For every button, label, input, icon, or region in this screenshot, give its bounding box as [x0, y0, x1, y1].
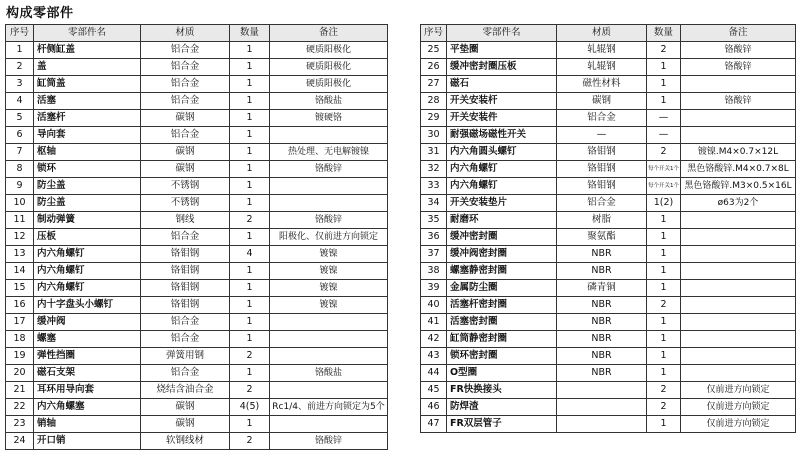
cell-part-name: 开关安装杆 [447, 93, 557, 110]
cell-number: 9 [6, 178, 34, 195]
cell-quantity: 2 [647, 382, 681, 399]
cell-remarks: Rc1/4、前进方向锁定为5个 [270, 399, 388, 416]
cell-quantity: 1 [647, 76, 681, 93]
table-row [6, 42, 388, 59]
table-row [421, 144, 796, 161]
cell-remarks: 仅前进方向锁定 [681, 382, 796, 399]
parts-table-right [420, 24, 796, 433]
cell-part-name: 销轴 [34, 416, 141, 433]
cell-number: 15 [6, 280, 34, 297]
table-row [421, 399, 796, 416]
header-quantity: 数量 [230, 25, 270, 42]
cell-quantity: 2 [230, 382, 270, 399]
table-row [421, 297, 796, 314]
cell-part-name: 内六角螺钉 [34, 263, 141, 280]
header-remarks: 备注 [270, 25, 388, 42]
cell-quantity: 1 [230, 59, 270, 76]
cell-material [557, 382, 647, 399]
table-row [6, 331, 388, 348]
cell-remarks [681, 314, 796, 331]
cell-remarks [681, 348, 796, 365]
cell-number: 19 [6, 348, 34, 365]
cell-material: 碳钢 [141, 399, 230, 416]
table-row [6, 229, 388, 246]
table-row [421, 416, 796, 433]
cell-part-name: 缓冲阀密封圈 [447, 246, 557, 263]
cell-number: 26 [421, 59, 447, 76]
header-material: 材质 [557, 25, 647, 42]
table-row [421, 110, 796, 127]
cell-quantity: 4 [230, 246, 270, 263]
cell-remarks [681, 212, 796, 229]
cell-quantity: 每个开关1个 [647, 178, 681, 195]
cell-quantity: 1 [230, 42, 270, 59]
cell-number: 46 [421, 399, 447, 416]
cell-quantity: 1 [647, 348, 681, 365]
cell-quantity: 1 [230, 178, 270, 195]
table-row [421, 348, 796, 365]
cell-quantity: 1 [647, 212, 681, 229]
table-row [421, 42, 796, 59]
cell-quantity: 1 [647, 93, 681, 110]
cell-number: 25 [421, 42, 447, 59]
cell-quantity: 每个开关1个 [647, 161, 681, 178]
cell-material: NBR [557, 331, 647, 348]
cell-number: 17 [6, 314, 34, 331]
cell-part-name: O型圈 [447, 365, 557, 382]
cell-number: 31 [421, 144, 447, 161]
cell-part-name: FR双层管子 [447, 416, 557, 433]
cell-remarks: 铬酸锌 [681, 59, 796, 76]
cell-part-name: 开关安装垫片 [447, 195, 557, 212]
cell-remarks [681, 280, 796, 297]
header-part-name: 零部件名 [447, 25, 557, 42]
table-row [6, 212, 388, 229]
cell-material: 铝合金 [557, 195, 647, 212]
parts-table-left [5, 24, 388, 450]
cell-quantity: 1 [647, 246, 681, 263]
cell-quantity: 1 [230, 314, 270, 331]
table-row [6, 76, 388, 93]
cell-remarks: 阳极化、仅前进方向锁定 [270, 229, 388, 246]
cell-part-name: 活塞杆 [34, 110, 141, 127]
cell-number: 11 [6, 212, 34, 229]
cell-number: 22 [6, 399, 34, 416]
table-row [421, 59, 796, 76]
cell-number: 24 [6, 433, 34, 450]
cell-number: 18 [6, 331, 34, 348]
cell-part-name: 盖 [34, 59, 141, 76]
table-row [421, 382, 796, 399]
header-part-name: 零部件名 [34, 25, 141, 42]
table-row [6, 59, 388, 76]
cell-number: 14 [6, 263, 34, 280]
page-title: 构成零部件 [6, 6, 74, 21]
cell-remarks: 镀镍.M4×0.7×12L [681, 144, 796, 161]
table-row [6, 382, 388, 399]
cell-part-name: 内六角圆头螺钉 [447, 144, 557, 161]
cell-part-name: 缓冲阀 [34, 314, 141, 331]
cell-quantity: 4(5) [230, 399, 270, 416]
cell-material: 软钢线材 [141, 433, 230, 450]
cell-remarks: 镀镍 [270, 246, 388, 263]
cell-remarks: 镀硬铬 [270, 110, 388, 127]
cell-material: 铬钼钢 [557, 178, 647, 195]
cell-number: 47 [421, 416, 447, 433]
cell-part-name: 磁石 [447, 76, 557, 93]
cell-number: 23 [6, 416, 34, 433]
cell-part-name: 活塞杆密封圈 [447, 297, 557, 314]
cell-material: NBR [557, 314, 647, 331]
cell-quantity: 2 [647, 144, 681, 161]
cell-quantity: 2 [647, 399, 681, 416]
cell-part-name: 耐强磁场磁性开关 [447, 127, 557, 144]
cell-part-name: 压板 [34, 229, 141, 246]
cell-remarks: 黑色铬酸锌.M3×0.5×16L [681, 178, 796, 195]
cell-material: NBR [557, 263, 647, 280]
cell-quantity: 1 [647, 416, 681, 433]
cell-material: 铝合金 [141, 365, 230, 382]
cell-number: 38 [421, 263, 447, 280]
cell-remarks: 硬质阳极化 [270, 42, 388, 59]
cell-remarks [681, 229, 796, 246]
cell-number: 42 [421, 331, 447, 348]
cell-number: 30 [421, 127, 447, 144]
table-row [421, 212, 796, 229]
cell-number: 41 [421, 314, 447, 331]
table-row [421, 93, 796, 110]
cell-number: 32 [421, 161, 447, 178]
cell-part-name: 内六角螺钉 [34, 280, 141, 297]
cell-part-name: 缓冲密封圈 [447, 229, 557, 246]
table-row [6, 280, 388, 297]
table-row [6, 348, 388, 365]
cell-part-name: FR快换接头 [447, 382, 557, 399]
table-row [6, 161, 388, 178]
table-row [6, 416, 388, 433]
cell-quantity: — [647, 110, 681, 127]
cell-quantity: 1 [647, 263, 681, 280]
cell-remarks: ø63为2个 [681, 195, 796, 212]
table-row [6, 314, 388, 331]
cell-material: 碳钢 [141, 416, 230, 433]
cell-number: 5 [6, 110, 34, 127]
cell-material: 不锈钢 [141, 178, 230, 195]
cell-part-name: 锁环 [34, 161, 141, 178]
table-row [6, 127, 388, 144]
cell-remarks: 铬酸锌 [681, 93, 796, 110]
cell-number: 45 [421, 382, 447, 399]
cell-material: 铝合金 [141, 76, 230, 93]
table-row [6, 399, 388, 416]
cell-material: 树脂 [557, 212, 647, 229]
table-row [421, 127, 796, 144]
cell-quantity: 1 [230, 416, 270, 433]
cell-material: 碳钢 [141, 161, 230, 178]
cell-material: 烧结含油合金 [141, 382, 230, 399]
cell-part-name: 导向套 [34, 127, 141, 144]
header-quantity: 数量 [647, 25, 681, 42]
cell-part-name: 弹性挡圈 [34, 348, 141, 365]
cell-quantity: 1 [647, 229, 681, 246]
cell-remarks [270, 382, 388, 399]
cell-quantity: 1 [230, 280, 270, 297]
cell-number: 28 [421, 93, 447, 110]
cell-material: 铝合金 [141, 59, 230, 76]
cell-quantity: 2 [230, 348, 270, 365]
table-row [6, 263, 388, 280]
cell-remarks: 铬酸锌 [270, 433, 388, 450]
cell-remarks: 铬酸锌 [270, 161, 388, 178]
cell-number: 37 [421, 246, 447, 263]
cell-quantity: 2 [230, 212, 270, 229]
cell-remarks: 铬酸锌 [270, 212, 388, 229]
cell-number: 4 [6, 93, 34, 110]
cell-quantity: 2 [230, 433, 270, 450]
table-row [421, 331, 796, 348]
cell-remarks: 铬酸盐 [270, 365, 388, 382]
cell-material: 磷青铜 [557, 280, 647, 297]
cell-quantity: 1 [230, 365, 270, 382]
cell-material: 铝合金 [141, 93, 230, 110]
cell-number: 34 [421, 195, 447, 212]
cell-remarks: 镀镍 [270, 297, 388, 314]
cell-quantity: 1 [230, 110, 270, 127]
cell-material: — [557, 127, 647, 144]
cell-number: 21 [6, 382, 34, 399]
cell-remarks [270, 348, 388, 365]
cell-material: 碳钢 [141, 110, 230, 127]
cell-material: 铝合金 [141, 42, 230, 59]
cell-material: 钢线 [141, 212, 230, 229]
cell-part-name: 螺塞静密封圈 [447, 263, 557, 280]
cell-number: 3 [6, 76, 34, 93]
cell-number: 43 [421, 348, 447, 365]
table-row [421, 178, 796, 195]
cell-material: 聚氨酯 [557, 229, 647, 246]
cell-material [557, 399, 647, 416]
table-row [6, 93, 388, 110]
cell-number: 39 [421, 280, 447, 297]
table-row [421, 195, 796, 212]
cell-quantity: 1 [230, 297, 270, 314]
cell-material: 铝合金 [141, 331, 230, 348]
cell-material: 铬钼钢 [141, 297, 230, 314]
cell-number: 29 [421, 110, 447, 127]
cell-part-name: 开关安装件 [447, 110, 557, 127]
cell-material: NBR [557, 246, 647, 263]
cell-remarks [270, 127, 388, 144]
cell-quantity: 1 [647, 331, 681, 348]
cell-remarks: 镀镍 [270, 280, 388, 297]
cell-quantity: 1 [647, 280, 681, 297]
table-row [421, 76, 796, 93]
header-number: 序号 [421, 25, 447, 42]
cell-material [557, 416, 647, 433]
cell-remarks [681, 331, 796, 348]
cell-part-name: 制动弹簧 [34, 212, 141, 229]
cell-number: 10 [6, 195, 34, 212]
cell-number: 27 [421, 76, 447, 93]
cell-remarks: 仅前进方向锁定 [681, 399, 796, 416]
cell-quantity: 1 [230, 127, 270, 144]
cell-remarks: 仅前进方向锁定 [681, 416, 796, 433]
table-row [421, 263, 796, 280]
cell-number: 44 [421, 365, 447, 382]
cell-part-name: 枢轴 [34, 144, 141, 161]
cell-material: 铬钼钢 [141, 263, 230, 280]
cell-material: 铝合金 [141, 229, 230, 246]
cell-quantity: — [647, 127, 681, 144]
cell-remarks: 铬酸锌 [681, 42, 796, 59]
cell-material: NBR [557, 297, 647, 314]
cell-remarks [681, 110, 796, 127]
cell-part-name: 活塞 [34, 93, 141, 110]
cell-material: 铬钼钢 [141, 280, 230, 297]
cell-part-name: 防尘盖 [34, 195, 141, 212]
cell-quantity: 1(2) [647, 195, 681, 212]
cell-number: 1 [6, 42, 34, 59]
cell-part-name: 磁石支架 [34, 365, 141, 382]
cell-number: 12 [6, 229, 34, 246]
cell-part-name: 防焊渣 [447, 399, 557, 416]
table-row [421, 246, 796, 263]
cell-remarks [270, 331, 388, 348]
cell-material: 轧辊钢 [557, 59, 647, 76]
table-row [6, 195, 388, 212]
cell-quantity: 1 [230, 161, 270, 178]
cell-part-name: 内六角螺钉 [34, 246, 141, 263]
table-row [421, 314, 796, 331]
cell-remarks [681, 76, 796, 93]
cell-number: 2 [6, 59, 34, 76]
cell-part-name: 防尘盖 [34, 178, 141, 195]
cell-part-name: 锁环密封圈 [447, 348, 557, 365]
header-row [6, 25, 388, 42]
cell-part-name: 缓冲密封圈压板 [447, 59, 557, 76]
cell-quantity: 1 [230, 195, 270, 212]
cell-number: 13 [6, 246, 34, 263]
header-number: 序号 [6, 25, 34, 42]
cell-remarks [681, 263, 796, 280]
cell-material: 铬钼钢 [557, 144, 647, 161]
table-row [6, 297, 388, 314]
cell-quantity: 1 [647, 365, 681, 382]
cell-number: 40 [421, 297, 447, 314]
cell-material: 弹簧用钢 [141, 348, 230, 365]
cell-part-name: 缸筒盖 [34, 76, 141, 93]
cell-remarks: 镀镍 [270, 263, 388, 280]
cell-number: 36 [421, 229, 447, 246]
cell-part-name: 耐磨环 [447, 212, 557, 229]
cell-part-name: 内六角螺塞 [34, 399, 141, 416]
cell-quantity: 1 [230, 144, 270, 161]
cell-number: 7 [6, 144, 34, 161]
cell-material: 铬钼钢 [141, 246, 230, 263]
cell-material: NBR [557, 348, 647, 365]
table-row [6, 246, 388, 263]
cell-part-name: 耳环用导向套 [34, 382, 141, 399]
cell-part-name: 活塞密封圈 [447, 314, 557, 331]
cell-quantity: 1 [230, 331, 270, 348]
cell-quantity: 2 [647, 42, 681, 59]
cell-number: 35 [421, 212, 447, 229]
cell-material: 碳钢 [557, 93, 647, 110]
cell-material: 铝合金 [141, 127, 230, 144]
cell-remarks [270, 178, 388, 195]
cell-part-name: 缸筒静密封圈 [447, 331, 557, 348]
cell-material: NBR [557, 365, 647, 382]
cell-number: 16 [6, 297, 34, 314]
cell-quantity: 1 [230, 263, 270, 280]
cell-material: 碳钢 [141, 144, 230, 161]
cell-quantity: 2 [647, 297, 681, 314]
cell-remarks [270, 195, 388, 212]
table-row [6, 110, 388, 127]
table-row [421, 280, 796, 297]
cell-remarks: 硬质阳极化 [270, 76, 388, 93]
cell-part-name: 金属防尘圈 [447, 280, 557, 297]
cell-remarks [681, 365, 796, 382]
header-material: 材质 [141, 25, 230, 42]
cell-remarks [681, 246, 796, 263]
cell-material: 铝合金 [557, 110, 647, 127]
cell-remarks [270, 314, 388, 331]
cell-quantity: 1 [230, 229, 270, 246]
table-row [6, 144, 388, 161]
header-row [421, 25, 796, 42]
table-row [421, 161, 796, 178]
cell-quantity: 1 [647, 59, 681, 76]
cell-number: 20 [6, 365, 34, 382]
table-row [421, 365, 796, 382]
cell-number: 6 [6, 127, 34, 144]
cell-part-name: 平垫圈 [447, 42, 557, 59]
cell-quantity: 1 [647, 314, 681, 331]
cell-material: 轧辊钢 [557, 42, 647, 59]
cell-quantity: 1 [230, 76, 270, 93]
cell-material: 不锈钢 [141, 195, 230, 212]
cell-remarks [681, 127, 796, 144]
cell-material: 铝合金 [141, 314, 230, 331]
table-row [6, 178, 388, 195]
cell-material: 磁性材料 [557, 76, 647, 93]
cell-remarks [681, 297, 796, 314]
cell-part-name: 杆侧缸盖 [34, 42, 141, 59]
table-row [6, 365, 388, 382]
cell-part-name: 内六角螺钉 [447, 161, 557, 178]
cell-remarks: 热处理、无电解镀镍 [270, 144, 388, 161]
cell-part-name: 开口销 [34, 433, 141, 450]
cell-material: 铬钼钢 [557, 161, 647, 178]
cell-remarks: 铬酸盐 [270, 93, 388, 110]
cell-number: 33 [421, 178, 447, 195]
cell-part-name: 螺塞 [34, 331, 141, 348]
cell-part-name: 内六角螺钉 [447, 178, 557, 195]
header-remarks: 备注 [681, 25, 796, 42]
cell-number: 8 [6, 161, 34, 178]
cell-remarks: 黑色铬酸锌.M4×0.7×8L [681, 161, 796, 178]
cell-remarks [270, 416, 388, 433]
cell-part-name: 内十字盘头小螺钉 [34, 297, 141, 314]
table-row [6, 433, 388, 450]
cell-quantity: 1 [230, 93, 270, 110]
table-row [421, 229, 796, 246]
cell-remarks: 硬质阳极化 [270, 59, 388, 76]
